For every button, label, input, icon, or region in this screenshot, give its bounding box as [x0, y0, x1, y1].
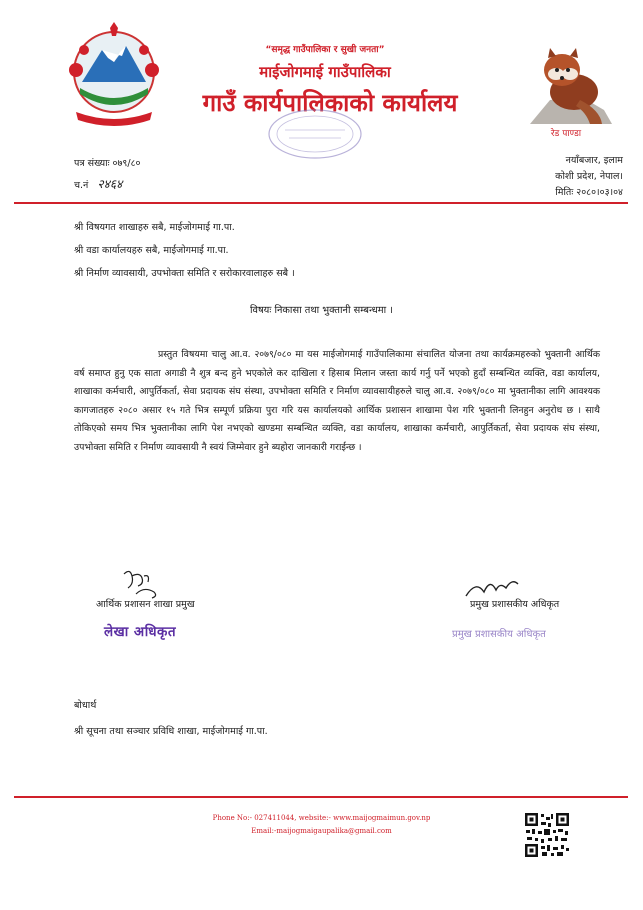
motto: “समृद्ध गाउँपालिका र सुखी जनता”	[265, 45, 385, 55]
dispatch-number-label: च.नं	[74, 180, 89, 191]
subject-line: विषयः निकासा तथा भुक्तानी सम्बन्धमा ।	[250, 305, 393, 316]
recipient-1: श्री विषयगत शाखाहरु सबै, माईजोगमाई गा.पा.	[74, 222, 235, 233]
recipient-3: श्री निर्माण व्यावसायी, उपभोक्ता समिति र सरोकारवालाहरु सबै ।	[74, 268, 295, 279]
office-title: गाउँ कार्यपालिकाको कार्यालय	[202, 89, 458, 117]
letter-body-text: प्रस्तुत विषयमा चालु आ.व. २०७९/०८० मा यस माईजोगमाई गाउँपालिकामा संचालित योजना तथा कार्यक्रमहरुको भुक्तानी आर्थिक वर्ष समाप्त हुनु एक साता अगाडी नै शुत्र बन्द हुने भएकोले कर दाखिला र हिसाब मिलान जस्ता कार्य गर्नु पर्ने भएको हुदाँ सम्बन्धित व्यक्ति, वडा कार्यालय, शाखाका कर्मचारी, आपुर्तिकर्ता, सेवा प्रदायक संघ संस्था, उपभोक्ता समिति र निर्माण व्यावसायीहरुले चालु आ.व. २०७९/०८० मा भुक्तानीका लागि आवश्यक कागजातहरु २०८० असार १५ गते भित्र सम्पूर्ण प्रक्रिया पुरा गरि यस कार्यालयको आर्थिक प्रशासन शाखामा पेश गरि भुक्तानी लिनहुन अनुरोध छ । साथै तोकिएको समय भित्र भुक्तानीका लागि पेश नभएको खण्डमा सम्बन्धित व्यक्ति, वडा कार्यालय, शाखाका कर्मचारी, आपुर्तिकर्ता, सेवा प्रदायक संघ संस्था, उपभोक्ता समिति र निर्माण व्यावसायी नै स्वयं जिम्मेवार हुने ब्यहोरा जानकारी गराईन्छ ।	[74, 349, 600, 453]
header-divider	[14, 202, 628, 204]
dispatch-number	[74, 175, 122, 192]
cc-label: बोधार्थ	[74, 700, 97, 711]
letter-number: पत्र संख्याः ०७९/८०	[74, 158, 141, 169]
letter-body	[74, 346, 600, 458]
footer-email: Email:-maijogmaigaupalika@gmail.com	[251, 827, 392, 835]
date: मितिः २०८०।०३।०४	[555, 187, 623, 198]
red-panda-icon	[520, 40, 612, 124]
right-signatory-title: प्रमुख प्रशासकीय अधिकृत	[470, 599, 560, 610]
footer-divider	[14, 796, 628, 798]
left-signatory-title: आर्थिक प्रशासन शाखा प्रमुख	[96, 599, 195, 610]
recipient-2: श्री वडा कार्यालयहरु सबै, माईजोगमाई गा.पा.	[74, 245, 229, 256]
dispatch-number-value: २४६४	[97, 177, 123, 191]
place: नयाँबजार, इलाम	[565, 155, 623, 166]
cc-recipient: श्री सूचना तथा सञ्चार प्रविधि शाखा, माईजोगमाई गा.पा.	[74, 726, 268, 737]
municipality-name: माईजोगमाई गाउँपालिका	[259, 63, 391, 81]
panda-caption: रेड पाण्डा	[550, 129, 582, 139]
province: कोशी प्रदेश, नेपाल।	[555, 171, 623, 182]
left-official-seal: लेखा अधिकृत	[104, 624, 177, 640]
right-official-seal: प्रमुख प्रशासकीय अधिकृत	[452, 629, 546, 640]
footer-contact: Phone No:- 027411044, website:- www.maijogmaimun.gov.np	[212, 814, 431, 822]
qr-code-icon	[524, 812, 570, 858]
received-stamp-icon	[265, 108, 365, 164]
